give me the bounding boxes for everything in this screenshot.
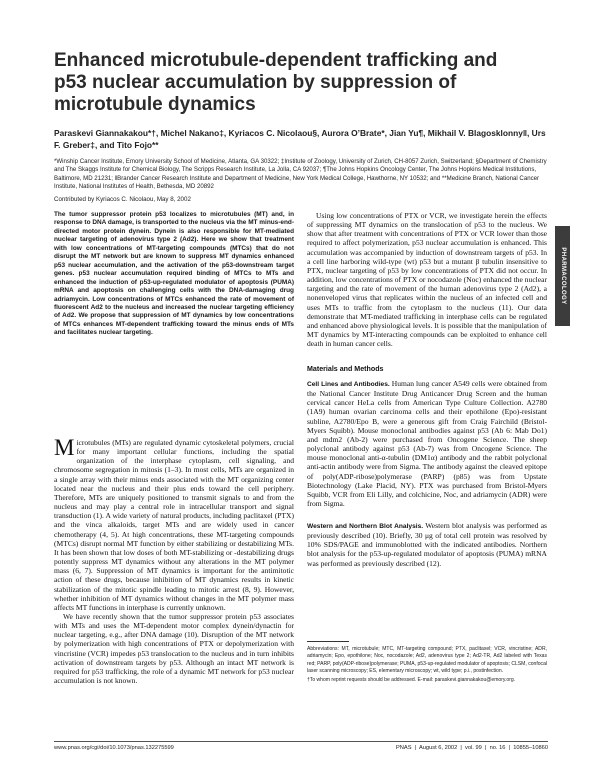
article-title: Enhanced microtubule-dependent trafficking and p53 nuclear accumulation by suppression of microtubule dynamics <box>54 50 498 115</box>
journal-citation: PNAS | August 6, 2002 | vol. 99 | no. 16 | 10855–10860 <box>396 745 548 751</box>
affiliations: *Winship Cancer Institute, Emory University School of Medicine, Atlanta, GA 30322; ‡Institute of Zoology, University of Zurich, CH-8057 Zurich, Switzerland; §Department of Chemistry and The Skaggs Institute for Chemical Biology, The Scripps Research Institute, La Jolla, CA 92037; ¶The Johns Hopkins Oncology Center, The Johns Hopkins Medical Institutions, Baltimore, MD 21231; ‖Brander Cancer Research Institute and Department of Medicine, New York Medical College, Hawthorne, NY 10532; and **Medicine Branch, National Cancer Institute, National Institutes of Health, Bethesda, MD 20892 <box>54 158 547 191</box>
cell-lines-paragraph <box>307 379 547 508</box>
drop-cap: M <box>54 435 75 460</box>
cell-lines-text: Human lung cancer A549 cells were obtained from the National Cancer Institute Drug Anticancer Drug Screen and the human cervical cancer HeLa cells from American Type Culture Collection. A2780 (1A9) human ovarian carcinoma cells and their epothilone (Epo)-resistant subline, A2780/Epo B, were a generous gift from Craig Fairchild (Bristol-Myers Squibb). Mouse monoclonal antibodies against p53 (Ab 6: Mab Do1) and mdm2 (Ab-2) were purchased from Oncogene Science. The sheep polyclonal antibody against p53 (Ab-7) was from Oncogene Science. The mouse monoclonal anti-α-tubulin (DM1α) antibody and the rabbit polyclonal anti-actin antibody were from Sigma. The antibody against the cleaved epitope of poly(ADP-ribose)polymerase (PARP) (p85) was from Upstate Biotechnology (Lake Placid, NY). PTX was purchased from Bristol-Myers Squibb, VCR from Eli Lilly, and colchicine, Noc, and adriamycin (ADR) were from Sigma. <box>307 379 547 509</box>
intro-paragraph-1 <box>54 435 294 612</box>
methods-western <box>307 521 547 568</box>
intro-paragraph-1-text: icrotubules (MTs) are regulated dynamic cytoskeletal polymers, crucial for many important cellular functions, including the spatial organization of the interphase cytoplasm, cell signaling, and chromosome segregation in mitosis (1–3). In most cells, MTs are organized in a single array with their minus ends associated with the MT organizing center located near the nucleus and their plus ends toward the cell periphery. Therefore, MTs are uniquely positioned to transmit signals to and from the nucleus and may play a central role in intracellular transport and signal transduction (1). A wide variety of natural products, including paclitaxel (PTX) and the vinca alkaloids, target MTs and are widely used in cancer chemotherapy (4, 5). At high concentrations, these MT-targeting compounds (MTCs) disrupt normal MT function by either stabilizing or destabilizing MTs. It has been shown that low doses of both MT-stabilizing or -destabilizing drugs potently suppress MT dynamics without any alterations in the MT polymer mass (6, 7). Suppression of MT dynamics is important for the antimitotic action of these drugs, because inhibition of MT dynamics results in kinetic stabilization of the mitotic spindle leading to mitotic arrest (8, 9). However, whether inhibition of MT dynamics without changes in the MT polymer mass affects MT functions in interphase is currently unknown. <box>54 438 294 612</box>
abbreviations-footnote: Abbreviations: MT, microtubule; MTC, MT-targeting compound; PTX, paclitaxel; VCR, vincristine; ADR, adriamycin; Epo, epothilone; Noc, nocodazole; Ad2, adenovirus type 2; Ad2-TR, Ad2 labeled with Texas red; PARP, poly(ADP-ribose)polymerase; PUMA, p53-up-regulated modulator of apoptosis; CLSM, confocal laser scanning microscopy; ES, elementary microscopy; wt, wild type; p.i., postinfection. <box>307 646 547 674</box>
footer-divider <box>54 741 548 742</box>
right-column-intro <box>307 211 547 348</box>
abstract: The tumor suppressor protein p53 localizes to microtubules (MT) and, in response to DNA damage, is transported to the nucleus via the MT minus-end-directed motor protein dynein. Dynein is also responsible for MT-mediated nuclear targeting of adenovirus type 2 (Ad2). Here we show that treatment with low concentrations of MT-targeting compounds (MTCs) that do not disrupt the MT network but are known to suppress MT dynamics enhanced p53 nuclear accumulation, and the activation of the p53-downstream target genes. p53 nuclear accumulation required binding of MTCs to MTs and enhanced the induction of p53-up-regulated modulator of apoptosis (PUMA) mRNA and apoptosis on challenging cells with the DNA-damaging drug adriamycin. Low concentrations of MTCs enhanced the rate of movement of fluorescent Ad2 to the nucleus and increased the nuclear targeting efficiency of Ad2. We propose that suppression of MT dynamics by low concentrations of MTCs enhances MT-dependent trafficking toward the minus ends of MTs and facilitates nuclear targeting. <box>54 211 294 337</box>
side-tab-label: PHARMACOLOGY <box>559 247 566 305</box>
intro-paragraph-3: Using low concentrations of PTX or VCR, we investigate herein the effects of suppressing MT dynamics on the translocation of p53 to the nucleus. We show that after treatment with concentrations of PTX or VCR lower than those required to affect polymerization, p53 nuclear accumulation is enhanced. This accumulation was accompanied by induction of downstream targets of p53. In a cell line harboring wild-type (wt) p53 but a mutant β tubulin insensitive to PTX, nuclear targeting of p53 by low concentrations of PTX did not occur. In addition, low concentrations of PTX or nocodazole (Noc) enhanced the nuclear targeting and the rate of movement of the human adenovirus type 2 (Ad2), a nonenveloped virus that replicates within the nucleus of an infected cell and uses MTs to traffic from the cytoplasm to the nucleus (11). Our data demonstrate that MT-mediated trafficking in interphase cells can be regulated and enhanced above physiological levels. It is possible that the manipulation of MT dynamics by MT-interacting compounds can be exploited to enhance cell death in human cancer cells. <box>307 211 547 349</box>
correspondence-footnote: †To whom reprint requests should be addressed. E-mail: paraskevi.giannakakou@emory.org. <box>307 677 516 684</box>
methods-cell-lines <box>307 379 547 508</box>
section-side-tab <box>555 226 570 326</box>
author-list: Paraskevi Giannakakou*†, Michel Nakano‡, Kyriacos C. Nicolaou§, Aurora O’Brate*, Jian Yu¶, Mikhail V. Blagosklonny‖, Urs F. Greber‡, and Tito Fojo** <box>54 128 546 150</box>
western-heading: Western and Northern Blot Analysis. <box>307 523 424 530</box>
western-paragraph <box>307 521 547 568</box>
left-column-body <box>54 435 294 686</box>
footnote-divider <box>307 641 349 642</box>
western-text: Western blot analysis was performed as previously described (10). Briefly, 30 μg of total cell protein was resolved by 10% SDS/PAGE and immunoblotted with the indicated antibodies. Northern blot analysis for the p53-up-regulated modulator of apoptosis (PUMA) mRNA was performed as previously described (12). <box>307 521 547 568</box>
cell-lines-heading: Cell Lines and Antibodies. <box>307 381 390 388</box>
doi-link[interactable]: www.pnas.org/cgi/doi/10.1073/pnas.132275599 <box>54 745 174 751</box>
section-heading-methods: Materials and Methods <box>307 365 384 373</box>
footnotes <box>307 646 547 686</box>
intro-paragraph-2: We have recently shown that the tumor suppressor protein p53 associates with MTs and uses the MT-dependent motor complex dynein/dynactin for nuclear targeting, e.g., after DNA damage (10). Disruption of the MT network by polymerization with high concentrations of PTX or depolymerization with vincristine (VCR) impedes p53 translocation to the nucleus and in turn inhibits activation of downstream targets by p53. Although an intact MT network is required for p53 trafficking, the role of a dynamic MT network for p53 nuclear accumulation is not known. <box>54 611 294 686</box>
contributed-by-line: Contributed by Kyriacos C. Nicolaou, May 8, 2002 <box>54 196 191 203</box>
